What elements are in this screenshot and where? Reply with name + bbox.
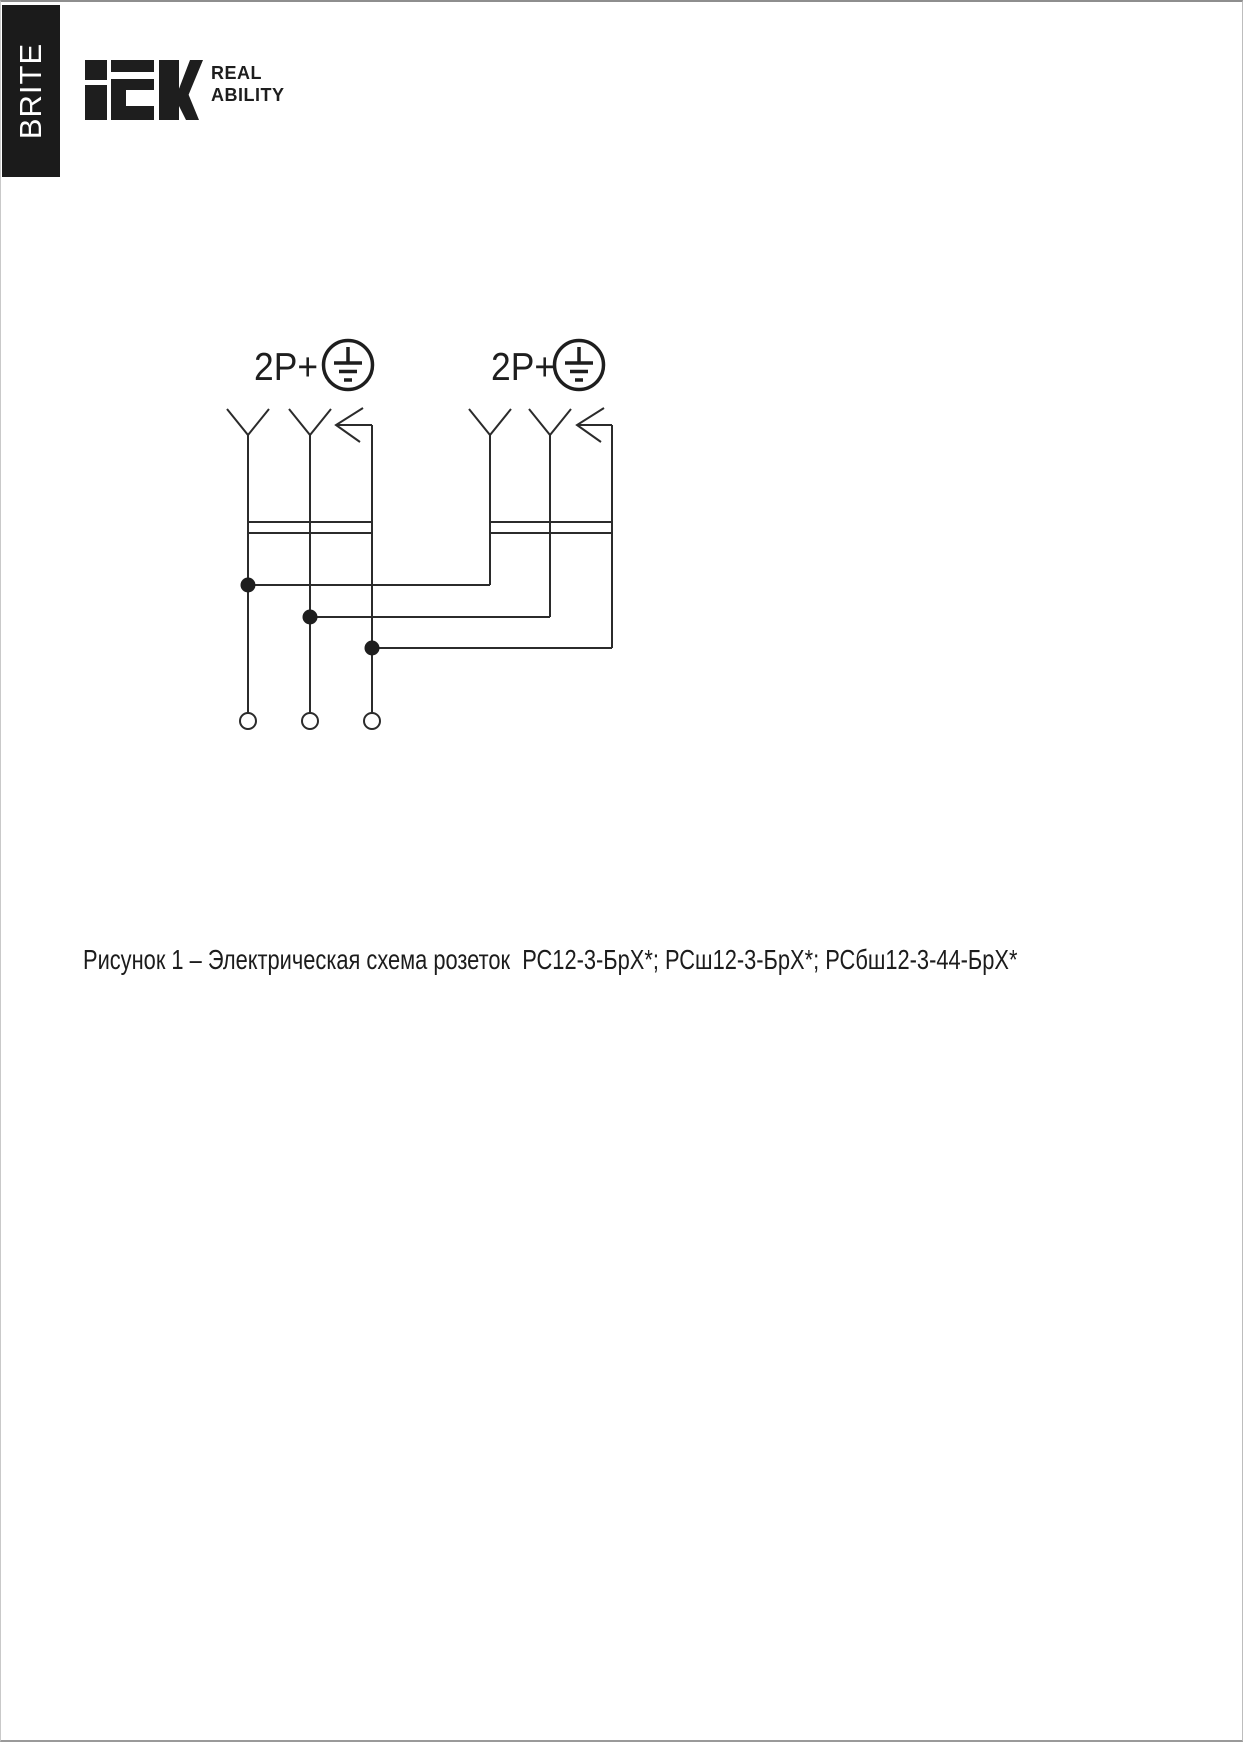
socket-2-label (491, 341, 604, 390)
brite-banner (2, 5, 60, 177)
socket-2-contact-fork-2 (529, 409, 571, 435)
socket-1-label (254, 341, 373, 390)
logo-tagline-line1: REAL (211, 63, 262, 83)
logo-i-stem (85, 85, 107, 120)
supply-terminal (240, 713, 256, 729)
socket-1-contact-fork-2 (289, 409, 331, 435)
junction-dot (303, 610, 318, 625)
socket-1-type-label: 2P+ (254, 346, 318, 389)
wiring-runs (248, 425, 612, 713)
earth-ground-icon (324, 341, 373, 390)
socket-1-contact-fork-1 (227, 409, 269, 435)
logo-i-dot (85, 60, 107, 80)
figure-caption: Рисунок 1 – Электрическая схема розеток РС12-3-БрХ*; РСш12-3-БрХ*; РСбш12-3-44-БрХ* (83, 944, 1018, 975)
brite-banner-label: BRITE (13, 42, 49, 140)
supply-terminal (364, 713, 380, 729)
logo-e-body (111, 79, 154, 120)
supply-terminals (240, 713, 380, 729)
junction-dot (365, 641, 380, 656)
earth-ground-icon (555, 341, 604, 390)
junction-dot (241, 578, 256, 593)
logo-e-topbar (111, 60, 154, 72)
iek-logo-mark (85, 60, 203, 120)
supply-terminal (302, 713, 318, 729)
logo-tagline-line2: ABILITY (211, 85, 285, 105)
logo-k-stem (159, 60, 179, 120)
iek-logo (76, 47, 291, 127)
socket-2-type-label: 2P+ (491, 346, 555, 389)
wiring-diagram (201, 332, 651, 742)
socket-2-contact-fork-1 (469, 409, 511, 435)
